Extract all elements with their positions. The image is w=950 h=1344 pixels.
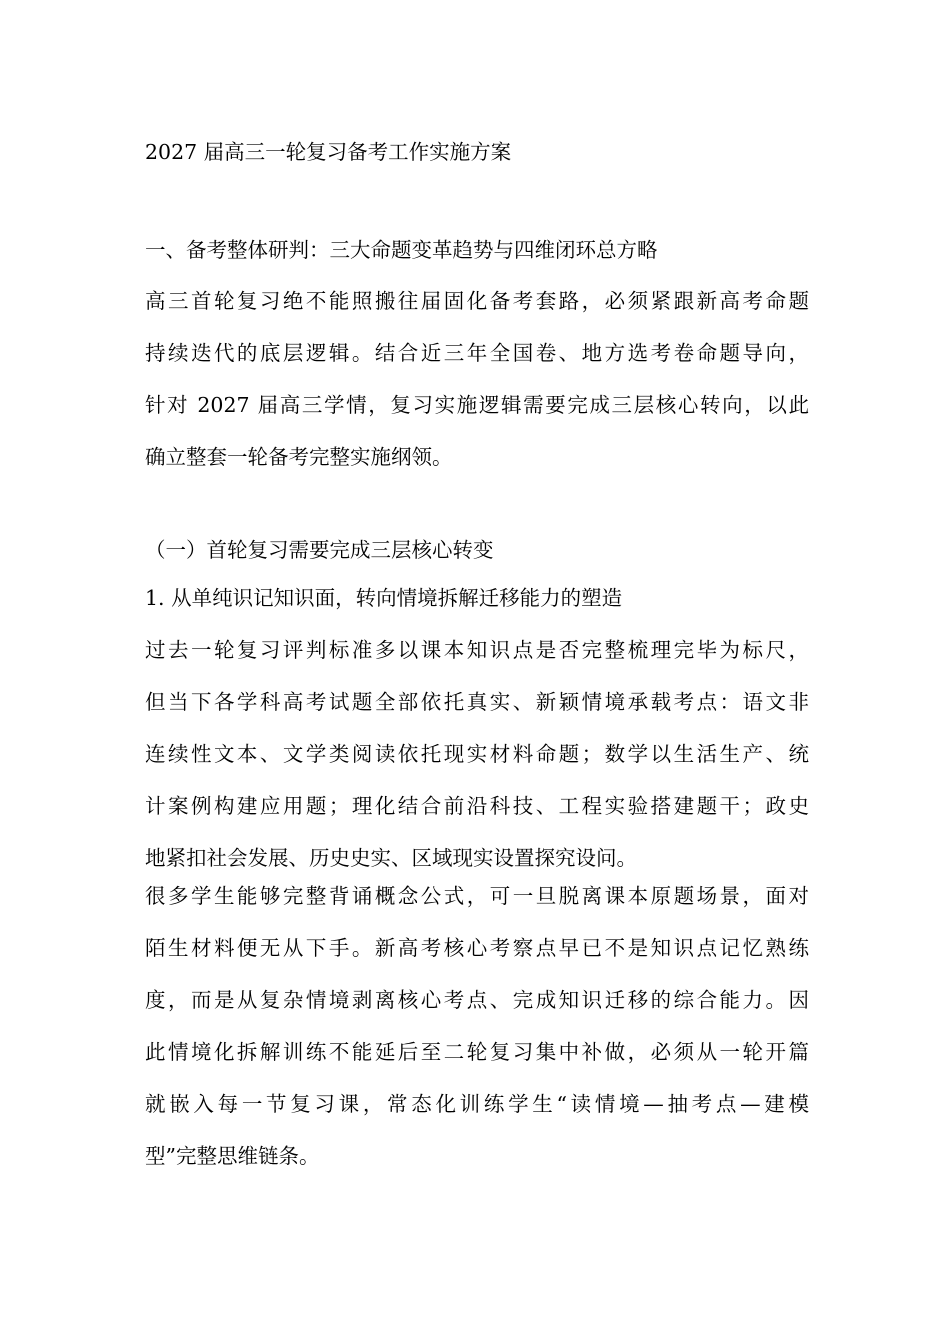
item-paragraph-a [145, 624, 809, 884]
paragraph-line: 高三首轮复习绝不能照搬往届固化备考套路，必须紧跟新高考命题 [145, 289, 809, 313]
paragraph-line: 针对 2027 届高三学情，复习实施逻辑需要完成三层核心转向，以此 [145, 393, 809, 417]
paragraph-line: 确立整套一轮备考完整实施纲领。 [145, 445, 453, 469]
paragraph-line: 陌生材料便无从下手。新高考核心考察点早已不是知识点记忆熟练 [145, 936, 809, 960]
paragraph-line: 就嵌入每一节复习课，常态化训练学生“读情境—抽考点—建模 [145, 1092, 809, 1116]
section-paragraph [145, 275, 809, 483]
paragraph-line: 但当下各学科高考试题全部依托真实、新颖情境承载考点：语文非 [145, 690, 809, 714]
paragraph-line: 连续性文本、文学类阅读依托现实材料命题；数学以生活生产、统 [145, 742, 809, 766]
paragraph-line: 度，而是从复杂情境剥离核心考点、完成知识迁移的综合能力。因 [145, 988, 809, 1012]
item-heading: 1. 从单纯识记知识面，转向情境拆解迁移能力的塑造 [145, 586, 623, 610]
paragraph-line: 地紧扣社会发展、历史史实、区域现实设置探究设问。 [145, 846, 637, 870]
paragraph-line: 计案例构建应用题；理化结合前沿科技、工程实验搭建题干；政史 [145, 794, 809, 818]
paragraph-line: 此情境化拆解训练不能延后至二轮复习集中补做，必须从一轮开篇 [145, 1040, 809, 1064]
paragraph-line: 很多学生能够完整背诵概念公式，可一旦脱离课本原题场景，面对 [145, 884, 809, 908]
section-heading: 一、备考整体研判：三大命题变革趋势与四维闭环总方略 [145, 238, 658, 262]
paragraph-line: 型”完整思维链条。 [145, 1144, 320, 1168]
paragraph-line: 过去一轮复习评判标准多以课本知识点是否完整梳理完毕为标尺， [145, 638, 809, 662]
item-paragraph-b [145, 870, 809, 1182]
document-title: 2027 届高三一轮复习备考工作实施方案 [145, 140, 512, 164]
paragraph-line: 持续迭代的底层逻辑。结合近三年全国卷、地方选考卷命题导向， [145, 341, 809, 365]
subsection-heading: （一）首轮复习需要完成三层核心转变 [145, 538, 494, 562]
